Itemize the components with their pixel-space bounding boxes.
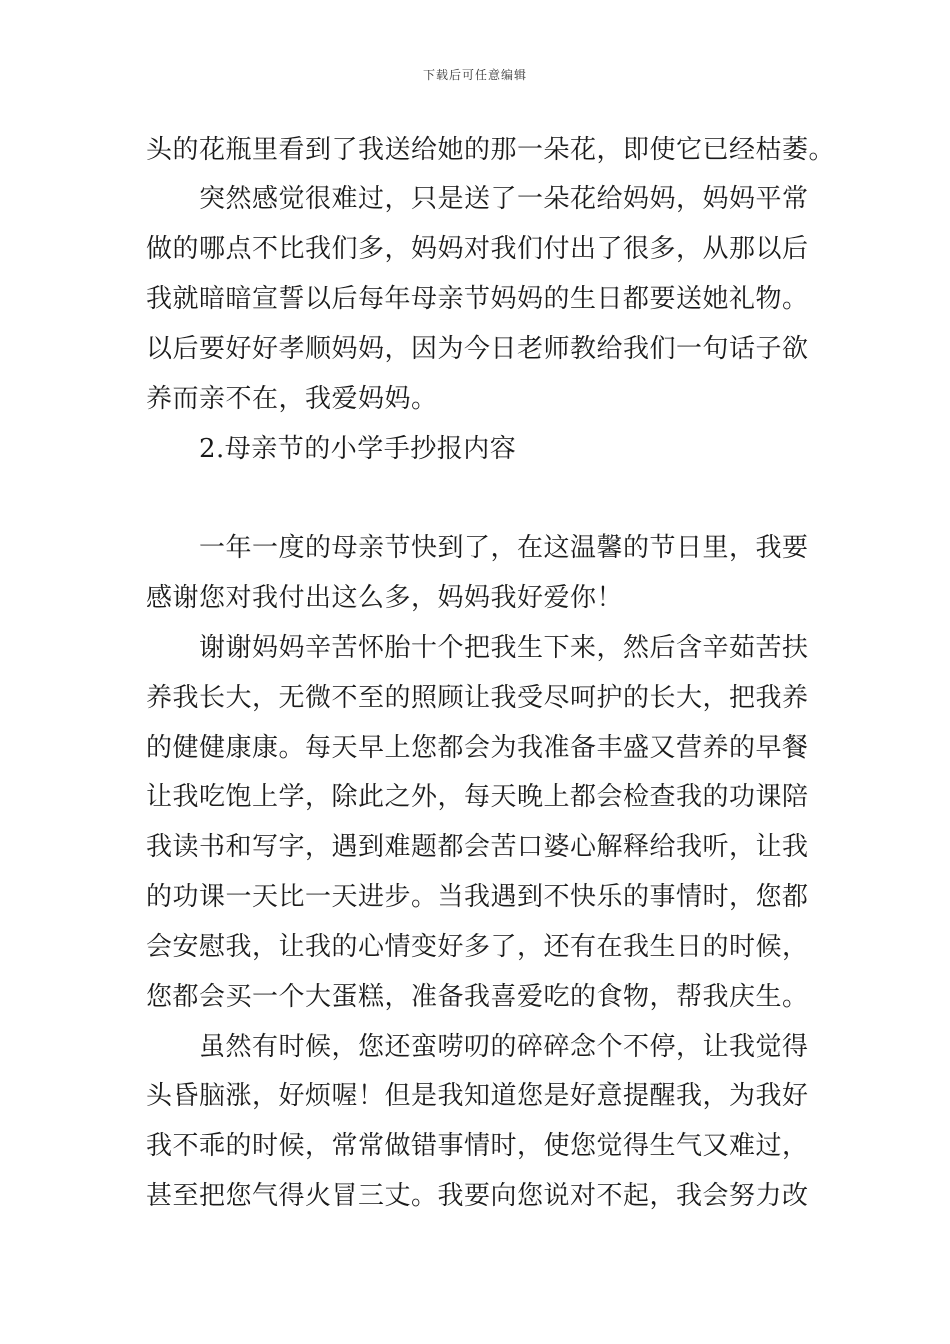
text-line: 您都会买一个大蛋糕，准备我喜爱吃的食物，帮我庆生。 — [146, 982, 809, 1012]
text-line: 谢谢妈妈辛苦怀胎十个把我生下来，然后含辛茹苦扶 — [146, 633, 809, 663]
text-line: 我读书和写字，遇到难题都会苦口婆心解释给我听，让我 — [146, 832, 809, 862]
text-line: 我就暗暗宣誓以后每年母亲节妈妈的生日都要送她礼物。 — [146, 284, 809, 314]
text-line: 以后要好好孝顺妈妈，因为今日老师教给我们一句话子欲 — [146, 334, 809, 364]
text-line: 做的哪点不比我们多，妈妈对我们付出了很多，从那以后 — [146, 234, 809, 264]
text-line: 一年一度的母亲节快到了，在这温馨的节日里，我要 — [146, 533, 809, 563]
text-line: 让我吃饱上学，除此之外，每天晚上都会检查我的功课陪 — [146, 782, 809, 812]
text-line: 甚至把您气得火冒三丈。我要向您说对不起，我会努力改 — [146, 1181, 809, 1211]
text-line: 头昏脑涨，好烦喔！但是我知道您是好意提醒我，为我好 — [146, 1081, 809, 1111]
text-line: 的健健康康。每天早上您都会为我准备丰盛又营养的早餐 — [146, 733, 809, 763]
text-line: 会安慰我，让我的心情变好多了，还有在我生日的时候， — [146, 932, 809, 962]
text-line: 虽然有时候，您还蛮唠叨的碎碎念个不停，让我觉得 — [146, 1032, 809, 1062]
text-line: 突然感觉很难过，只是送了一朵花给妈妈，妈妈平常 — [146, 184, 809, 214]
section-heading: 2.母亲节的小学手抄报内容 — [146, 434, 517, 464]
text-line: 养我长大，无微不至的照顾让我受尽呵护的长大，把我养 — [146, 683, 809, 713]
text-line: 感谢您对我付出这么多，妈妈我好爱你！ — [146, 583, 624, 613]
text-line: 头的花瓶里看到了我送给她的那一朵花，即使它已经枯萎。 — [146, 135, 836, 165]
text-line: 我不乖的时候，常常做错事情时，使您觉得生气又难过， — [146, 1131, 809, 1161]
page-header: 下载后可任意编辑 — [422, 68, 527, 82]
text-line: 养而亲不在，我爱妈妈。 — [146, 384, 438, 414]
text-line: 的功课一天比一天进步。当我遇到不快乐的事情时，您都 — [146, 882, 809, 912]
